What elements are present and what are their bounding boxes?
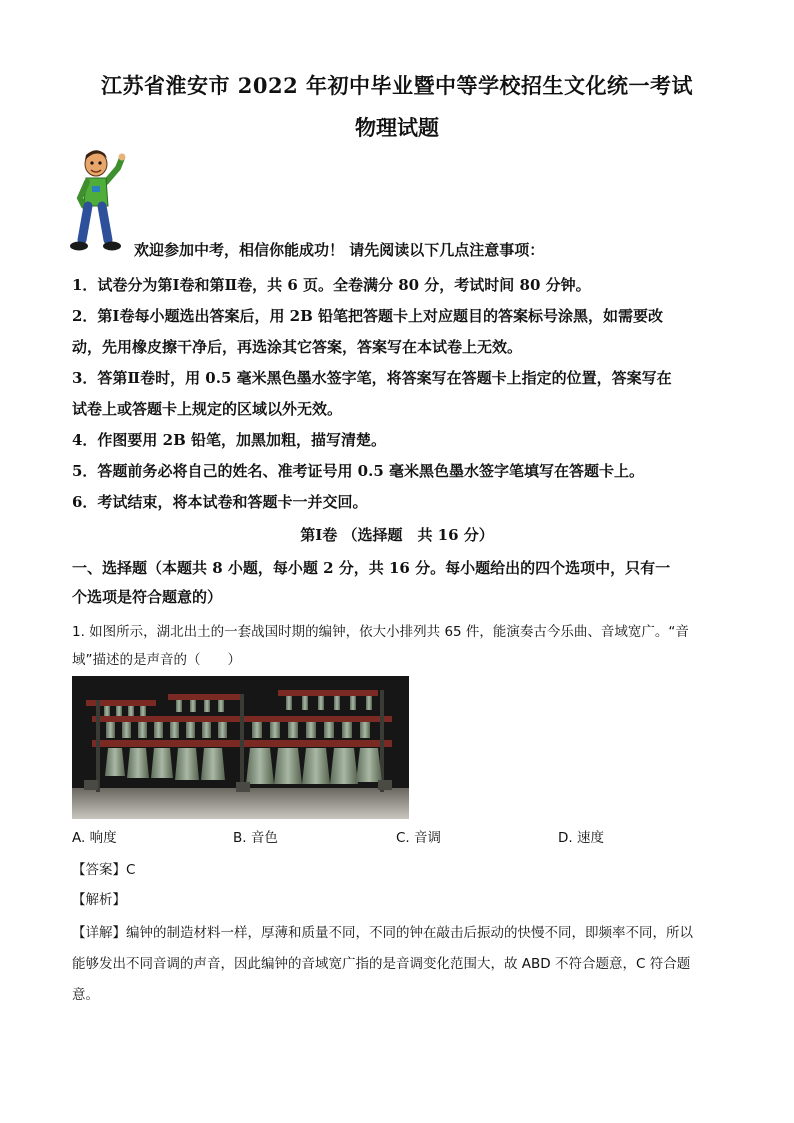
option-b[interactable]: B. 音色 — [233, 830, 278, 846]
exam-instructions — [72, 270, 722, 518]
cartoon-boy-illustration — [70, 150, 132, 258]
option-a[interactable]: A. 响度 — [72, 830, 117, 846]
answer-value: C — [126, 862, 136, 878]
option-c[interactable]: C. 音调 — [396, 830, 442, 846]
question-1-stem — [72, 618, 722, 674]
question-stem-line: 1. 如图所示，湖北出土的一套战国时期的编钟，依大小排列共 65 件，能演奏古今乐曲、音域宽广。“音 — [72, 624, 689, 640]
instruction-line: 6．考试结束，将本试卷和答题卡一并交回。 — [72, 493, 368, 511]
subject-title: 物理试题 — [355, 115, 439, 140]
section-heading-line: 个选项是符合题意的） — [72, 588, 223, 606]
option-d[interactable]: D. 速度 — [558, 830, 604, 846]
exam-title: 江苏省淮安市 2022 年初中毕业暨中等学校招生文化统一考试 — [100, 73, 694, 98]
instruction-line: 4．作图要用 2B 铅笔，加黑加粗，描写清楚。 — [72, 431, 386, 449]
explanation-line: 【详解】编钟的制造材料一样，厚薄和质量不同，不同的钟在敲击后振动的快慢不同，即频率不同，所以 — [72, 925, 693, 941]
bianzhong-bells-photo — [72, 676, 409, 819]
instruction-line: 2．第Ⅰ卷每小题选出答案后，用 2B 铅笔把答题卡上对应题目的答案标号涂黑，如需要改 — [72, 307, 664, 325]
welcome-message: 欢迎参加中考，相信你能成功！ 请先阅读以下几点注意事项： — [134, 241, 545, 259]
explanation-line: 能够发出不同音调的声音，因此编钟的音域宽广指的是音调变化范围大，故 ABD 不符合题意，C 符合题 — [72, 956, 691, 972]
question-stem-line: 域”描述的是声音的（ ） — [72, 652, 241, 668]
instruction-line: 动，先用橡皮擦干净后，再选涂其它答案，答案写在本试卷上无效。 — [72, 338, 523, 356]
volume-heading: 第Ⅰ卷 （选择题 共 16 分） — [300, 526, 494, 544]
section-heading — [72, 554, 722, 612]
explanation-line: 意。 — [72, 987, 99, 1003]
analysis-tag: 【解析】 — [72, 892, 126, 908]
instruction-line: 试卷上或答题卡上规定的区域以外无效。 — [72, 400, 343, 418]
section-heading-line: 一、选择题（本题共 8 小题，每小题 2 分，共 16 分。每小题给出的四个选项中，只有一 — [72, 559, 671, 577]
answer-tag: 【答案】 — [72, 862, 126, 878]
detailed-explanation — [72, 918, 722, 1011]
instruction-line: 5．答题前务必将自己的姓名、准考证号用 0.5 毫米黑色墨水签字笔填写在答题卡上。 — [72, 462, 644, 480]
answer-options — [72, 826, 722, 848]
instruction-line: 1．试卷分为第Ⅰ卷和第Ⅱ卷，共 6 页。全卷满分 80 分，考试时间 80 分钟。 — [72, 276, 591, 294]
answer-line — [72, 858, 135, 878]
instruction-line: 3．答第Ⅱ卷时，用 0.5 毫米黑色墨水签字笔，将答案写在答题卡上指定的位置，答案写在 — [72, 369, 672, 387]
